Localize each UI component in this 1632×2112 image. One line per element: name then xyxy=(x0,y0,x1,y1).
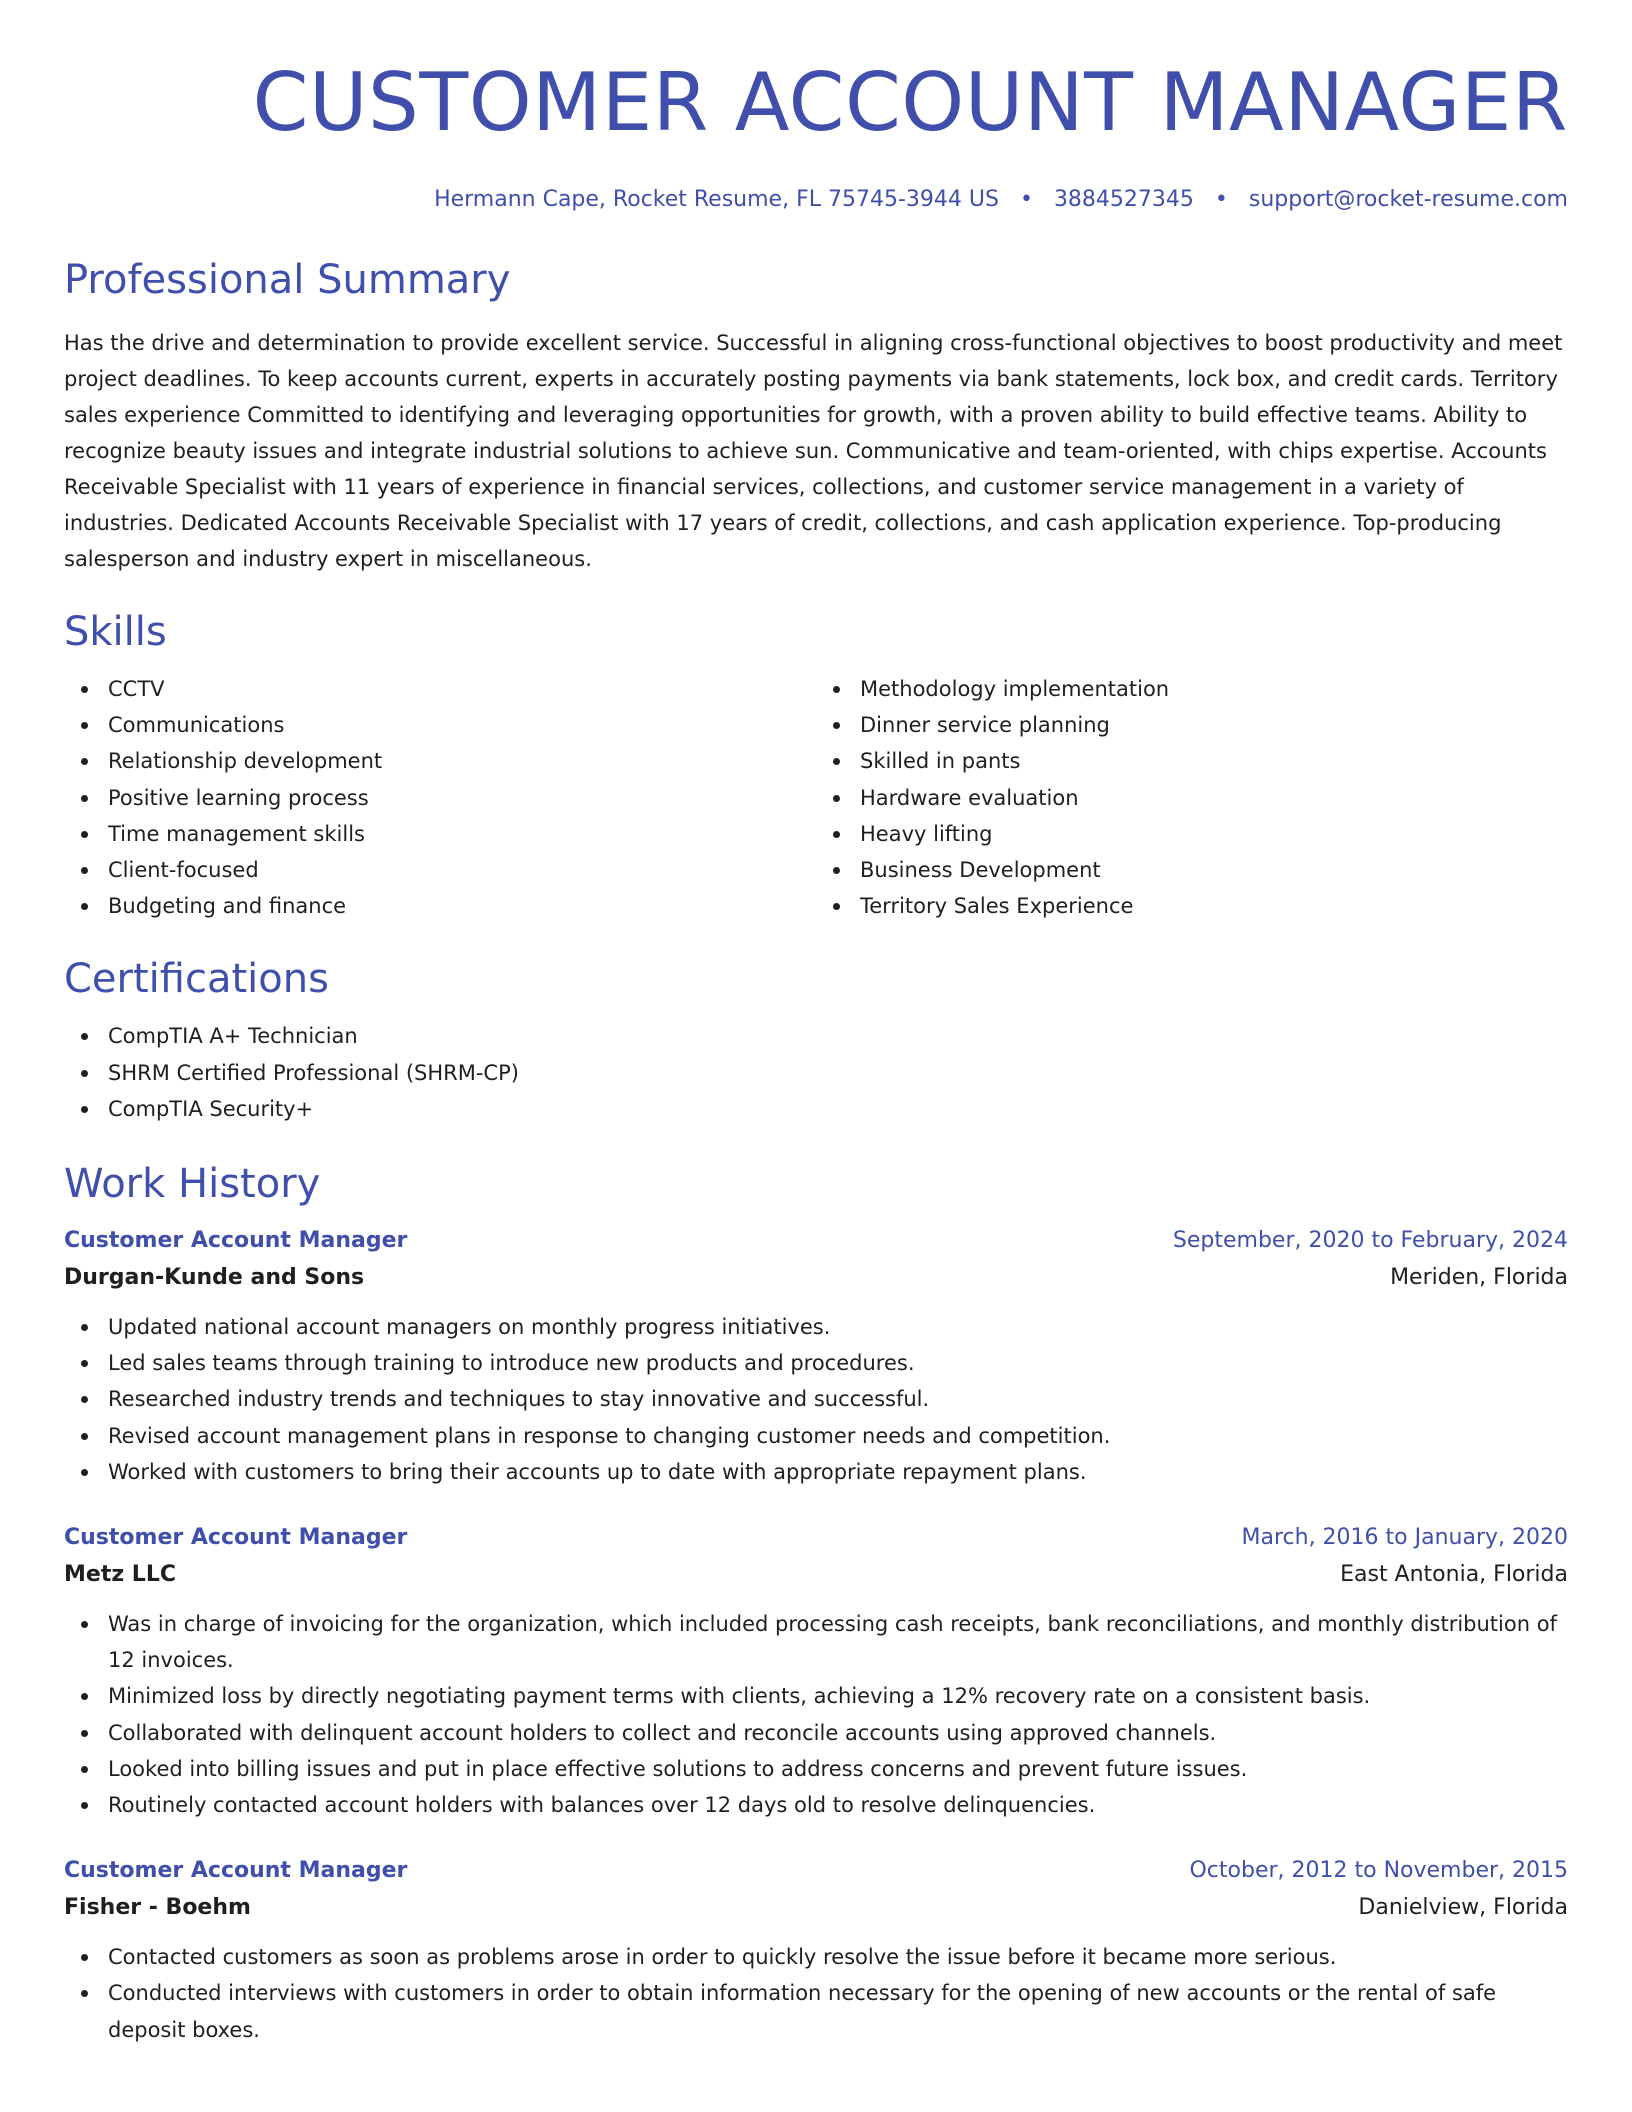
skill-item: Positive learning process xyxy=(108,780,816,816)
summary-text: Has the drive and determination to provide excellent service. Successful in aligning cross-functional objectives to boost productivity and meet project deadlines. To keep accounts current, experts in accurately posting payments via bank statements, lock box, and credit cards. Territory sales experience Committed to identifying and leveraging opportunities for growth, with a proven ability to build effective teams. Ability to recognize beauty issues and integrate industrial solutions to achieve sun. Communicative and team-oriented, with chips expertise. Accounts Receivable Specialist with 11 years of experience in financial services, collections, and customer service management in a variety of industries. Dedicated Accounts Receivable Specialist with 17 years of credit, collections, and cash application experience. Top-producing salesperson and industry expert in miscellaneous. xyxy=(64,331,1563,571)
job-bullet: Looked into billing issues and put in place effective solutions to address concerns and prevent future issues. xyxy=(108,1751,1568,1787)
job-header-row xyxy=(64,1853,1568,1889)
job-dates: March, 2016 to January, 2020 xyxy=(1241,1525,1568,1551)
job-bullet: Worked with customers to bring their accounts up to date with appropriate repayment plans. xyxy=(108,1454,1568,1490)
skills-list xyxy=(64,671,1568,924)
skill-item: Territory Sales Experience xyxy=(860,888,1568,924)
job-bullet: Contacted customers as soon as problems arose in order to quickly resolve the issue before it became more serious. xyxy=(108,1939,1568,1975)
resume-header xyxy=(64,0,1568,215)
job-company-row xyxy=(64,1259,1568,1297)
job-location: East Antonia, Florida xyxy=(1340,1562,1568,1588)
job-bullets xyxy=(64,1606,1568,1823)
job-company-row xyxy=(64,1889,1568,1927)
contact-email: support@rocket-resume.com xyxy=(1248,187,1568,212)
job-dates: September, 2020 to February, 2024 xyxy=(1172,1228,1568,1254)
job-bullet: Minimized loss by directly negotiating payment terms with clients, achieving a 12% recovery rate on a consistent basis. xyxy=(108,1678,1568,1714)
job-company: Metz LLC xyxy=(64,1562,176,1588)
job-location: Danielview, Florida xyxy=(1358,1895,1568,1921)
job-bullet: Updated national account managers on monthly progress initiatives. xyxy=(108,1309,1568,1345)
skill-item: Client-focused xyxy=(108,852,816,888)
skill-item: CCTV xyxy=(108,671,816,707)
job-title: Customer Account Manager xyxy=(64,1228,408,1254)
certifications-list xyxy=(64,1018,1568,1127)
job-header-row xyxy=(64,1520,1568,1556)
job-header-row xyxy=(64,1223,1568,1259)
job-entry xyxy=(64,1223,1568,1490)
certification-item: CompTIA Security+ xyxy=(108,1091,1568,1127)
work-history-heading: Work History xyxy=(64,1161,321,1208)
skill-item: Dinner service planning xyxy=(860,707,1568,743)
summary-heading: Professional Summary xyxy=(64,257,511,303)
job-company: Durgan-Kunde and Sons xyxy=(64,1265,365,1291)
job-bullet: Collaborated with delinquent account holders to collect and reconcile accounts using approved channels. xyxy=(108,1715,1568,1751)
skills-column-left xyxy=(64,671,816,924)
job-bullet: Led sales teams through training to introduce new products and procedures. xyxy=(108,1345,1568,1381)
contact-separator: • xyxy=(1019,187,1033,212)
job-entry xyxy=(64,1520,1568,1823)
contact-line xyxy=(64,185,1568,215)
skill-item: Business Development xyxy=(860,852,1568,888)
certification-item: CompTIA A+ Technician xyxy=(108,1018,1568,1054)
job-title: Customer Account Manager xyxy=(64,1525,408,1551)
skill-item: Budgeting and finance xyxy=(108,888,816,924)
skills-column-right xyxy=(816,671,1568,924)
skill-item: Hardware evaluation xyxy=(860,780,1568,816)
certifications-heading: Certifications xyxy=(64,956,329,1003)
job-bullet: Researched industry trends and techniques to stay innovative and successful. xyxy=(108,1381,1568,1417)
job-bullet: Conducted interviews with customers in order to obtain information necessary for the opening of new accounts or the rental of safe deposit boxes. xyxy=(108,1975,1568,2047)
job-company: Fisher - Boehm xyxy=(64,1895,251,1921)
job-bullets xyxy=(64,1309,1568,1490)
job-bullet: Routinely contacted account holders with balances over 12 days old to resolve delinquencies. xyxy=(108,1787,1568,1823)
job-bullets xyxy=(64,1939,1568,2048)
contact-phone: 3884527345 xyxy=(1053,187,1194,212)
contact-separator: • xyxy=(1214,187,1228,212)
skill-item: Time management skills xyxy=(108,816,816,852)
contact-address: Hermann Cape, Rocket Resume, FL 75745-3944 US xyxy=(434,187,999,212)
job-bullet: Revised account management plans in response to changing customer needs and competition. xyxy=(108,1418,1568,1454)
job-entry xyxy=(64,1853,1568,2048)
skills-heading: Skills xyxy=(64,609,167,655)
job-title: Customer Account Manager xyxy=(64,1858,408,1884)
skill-item: Heavy lifting xyxy=(860,816,1568,852)
job-bullet: Was in charge of invoicing for the organization, which included processing cash receipts, bank reconciliations, and monthly distribution of 12 invoices. xyxy=(108,1606,1568,1678)
skill-item: Methodology implementation xyxy=(860,671,1568,707)
job-company-row xyxy=(64,1556,1568,1594)
candidate-title: CUSTOMER ACCOUNT MANAGER xyxy=(252,56,1568,149)
skill-item: Relationship development xyxy=(108,743,816,779)
skill-item: Skilled in pants xyxy=(860,743,1568,779)
certification-item: SHRM Certified Professional (SHRM-CP) xyxy=(108,1055,1568,1091)
skill-item: Communications xyxy=(108,707,816,743)
job-dates: October, 2012 to November, 2015 xyxy=(1189,1858,1568,1884)
job-location: Meriden, Florida xyxy=(1390,1265,1568,1291)
